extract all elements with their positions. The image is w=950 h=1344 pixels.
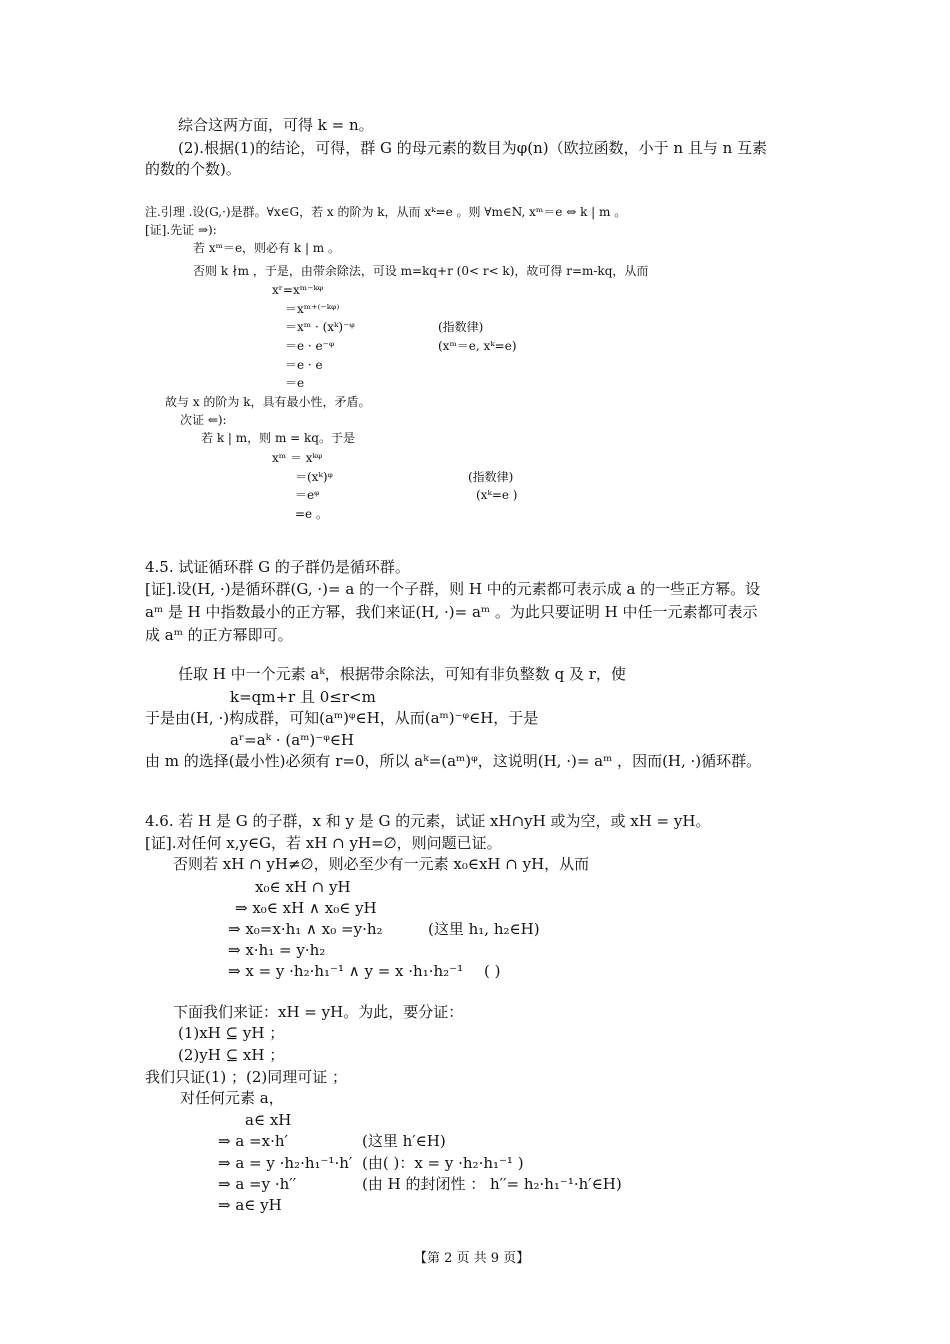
page-number-footer: 【第 2 页 共 9 页】 (414, 1251, 530, 1266)
equation-note: (xᵏ=e ) (476, 488, 518, 502)
text-line: (2).根据(1)的结论，可得，群 G 的母元素的数目为φ(n)（欧拉函数，小于 n 且与 n 互素 (178, 139, 768, 157)
lemma-line: 若 xᵐ＝e，则必有 k | m 。 (193, 241, 340, 255)
equation-line: a∈ xH (245, 1111, 292, 1129)
equation-line: ⇒ a =x·h′ (218, 1132, 288, 1150)
equation-note: (这里 h′∈H) (362, 1132, 446, 1150)
equation-line: ⇒ a =y ·h′′ (218, 1175, 297, 1193)
equation-line: k=qm+r 且 0≤r<m (230, 688, 376, 706)
text-line: 任取 H 中一个元素 aᵏ，根据带余除法，可知有非负整数 q 及 r，使 (178, 665, 626, 683)
text-line: 综合这两方面，可得 k = n。 (178, 116, 374, 134)
equation-line: ＝xᵐ⁺⁽⁻ᵏᵠ⁾ (285, 302, 340, 316)
text-line: aᵐ 是 H 中指数最小的正方幂，我们来证(H, ·)= aᵐ 。为此只要证明 H 中任一元素都可表示 (145, 603, 758, 621)
equation-line: ＝(xᵏ)ᵠ (295, 470, 333, 484)
problem-heading: 4.6. 若 H 是 G 的子群，x 和 y 是 G 的元素，试证 xH∩yH 或为空，或 xH = yH。 (145, 812, 711, 830)
equation-line: ⇒ a∈ yH (218, 1196, 282, 1214)
equation-line: ＝e · e (285, 358, 323, 372)
text-line: 成 aᵐ 的正方幂即可。 (145, 626, 293, 644)
equation-note: (这里 h₁, h₂∈H) (428, 920, 540, 938)
lemma-line: [证].先证 ⇒): (145, 223, 217, 237)
text-line: 于是由(H, ·)构成群，可知(aᵐ)ᵠ∈H，从而(aᵐ)⁻ᵠ∈H，于是 (145, 709, 539, 727)
lemma-line: 若 k | m，则 m = kq。于是 (201, 431, 355, 445)
equation-line: ⇒ x = y ·h₂·h₁⁻¹ ∧ y = x ·h₁·h₂⁻¹ (228, 962, 464, 980)
equation-line: ⇒ a = y ·h₂·h₁⁻¹·h′ (218, 1154, 353, 1172)
equation-note: (由 H 的封闭性 ： h′′= h₂·h₁⁻¹·h′∈H) (362, 1175, 622, 1193)
equation-note: (指数律) (438, 320, 484, 334)
text-line: 我们只证(1) ；(2)同理可证 ； (145, 1068, 348, 1086)
equation-line: ＝e · e⁻ᵠ (285, 339, 335, 353)
text-line: 对任何元素 a， (180, 1089, 284, 1107)
lemma-line: 次证 ⇐): (180, 413, 227, 427)
text-line: (2)yH ⊆ xH ； (178, 1046, 285, 1064)
text-line: 下面我们来证：xH = yH。为此，要分证： (173, 1003, 464, 1021)
text-line: [证].对任何 x,y∈G，若 xH ∩ yH=∅，则问题已证。 (145, 834, 502, 852)
lemma-line: 注.引理 .设(G,·)是群。∀x∈G，若 x 的阶为 k，从而 xᵏ=e 。则 ∀m∈N, xᵐ＝e ⇔ k | m 。 (145, 205, 627, 219)
equation-note: (xᵐ＝e, xᵏ=e) (438, 339, 517, 353)
equation-line: ＝xᵐ · (xᵏ)⁻ᵠ (285, 320, 355, 334)
equation-line: ＝e (285, 376, 305, 390)
equation-line: aʳ=aᵏ · (aᵐ)⁻ᵠ∈H (230, 731, 354, 749)
equation-note: (由( )：x = y ·h₂·h₁⁻¹ ) (362, 1154, 524, 1172)
equation-line: =e 。 (295, 507, 328, 521)
equation-line: xᵐ ＝ xᵏᵠ (272, 451, 323, 465)
text-line: 否则若 xH ∩ yH≠∅，则必至少有一元素 x₀∈xH ∩ yH，从而 (173, 855, 590, 873)
text-line: 由 m 的选择(最小性)必须有 r=0，所以 aᵏ=(aᵐ)ᵠ，这说明(H, ·)= aᵐ ，因而(H, ·)循环群。 (145, 752, 762, 770)
equation-line: x₀∈ xH ∩ yH (255, 878, 351, 896)
equation-line: ⇒ x₀=x·h₁ ∧ x₀ =y·h₂ (228, 920, 383, 938)
equation-line: ⇒ x₀∈ xH ∧ x₀∈ yH (235, 899, 377, 917)
lemma-line: 否则 k ∤m ，于是，由带余除法，可设 m=kq+r (0< r< k)，故可得 r=m-kq，从而 (193, 264, 649, 278)
equation-note: (指数律) (468, 470, 514, 484)
lemma-line: 故与 x 的阶为 k，具有最小性，矛盾。 (165, 395, 371, 409)
equation-line: ＝eᵠ (295, 488, 320, 502)
equation-line: ⇒ x·h₁ = y·h₂ (228, 941, 326, 959)
text-line: 的数的个数)。 (145, 160, 241, 178)
equation-line: xʳ=xᵐ⁻ᵏᵠ (272, 283, 324, 297)
problem-heading: 4.5. 试证循环群 G 的子群仍是循环群。 (145, 558, 410, 576)
text-line: (1)xH ⊆ yH ； (178, 1024, 285, 1042)
text-line: [证].设(H, ·)是循环群(G, ·)= a 的一个子群，则 H 中的元素都可表示成 a 的一些正方幂。设 (145, 580, 761, 598)
equation-note: ( ) (484, 962, 501, 980)
